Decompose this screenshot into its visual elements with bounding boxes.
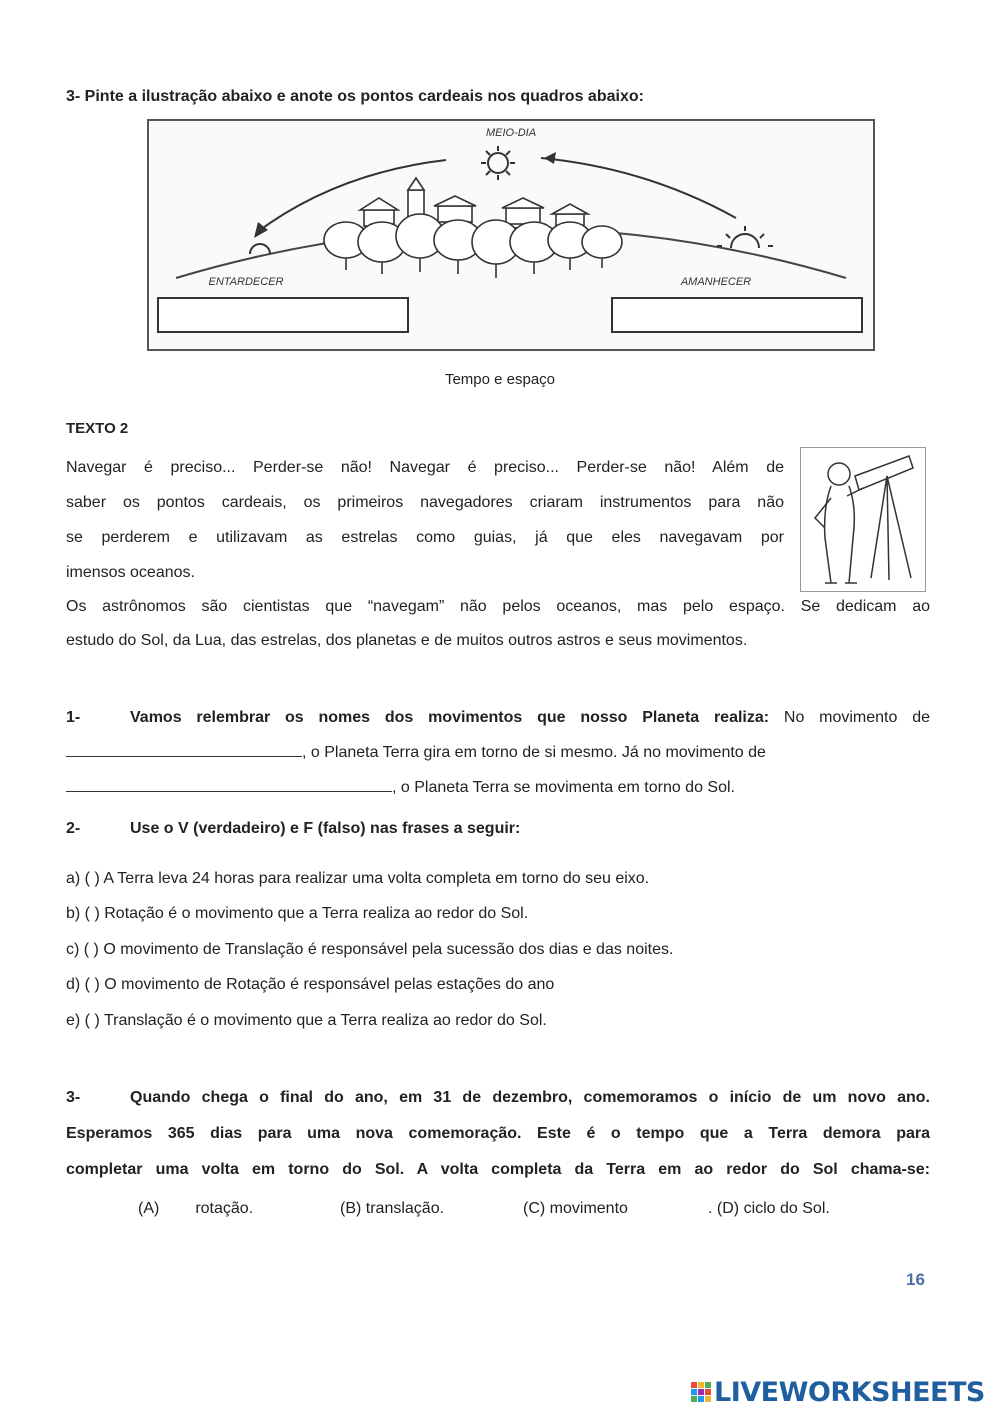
tf-item-d[interactable] xyxy=(66,976,554,994)
tf-item-text: Translação é o movimento que a Terra realiza ao redor do Sol. xyxy=(103,1012,547,1029)
answer-box-left[interactable] xyxy=(158,298,408,332)
answer-box-right[interactable] xyxy=(612,298,862,332)
paragraph-2-line: estudo do Sol, da Lua, das estrelas, dos planetas e de muitos outros astros e seus movimentos. xyxy=(66,632,748,649)
question-1-prompt: Vamos relembrar os nomes dos movimentos que nosso Planeta realiza: xyxy=(130,709,770,726)
option-a[interactable] xyxy=(138,1200,253,1218)
tf-item-letter: d) ( ) xyxy=(66,976,100,993)
liveworksheets-brand xyxy=(690,1377,985,1407)
question-2-number: 2- xyxy=(66,820,81,837)
option-letter: (A) xyxy=(138,1200,160,1217)
paragraph-2-line: Os astrônomos são cientistas que “navegam” não pelos oceanos, mas pelo espaço. Se dedicam ao xyxy=(66,598,930,615)
question-1-text-c: , o Planeta Terra se movimenta em torno do Sol. xyxy=(392,779,735,796)
question-1-line-3 xyxy=(66,770,930,805)
option-c[interactable] xyxy=(523,1200,628,1218)
answer-blank-1[interactable] xyxy=(66,742,302,757)
answer-blank-2[interactable] xyxy=(66,777,392,792)
question-2-title: Use o V (verdadeiro) e F (falso) nas frases a seguir: xyxy=(130,820,521,837)
paragraph-1 xyxy=(66,450,784,590)
tf-item-text: Rotação é o movimento que a Terra realiza ao redor do Sol. xyxy=(104,905,529,922)
tf-item-letter: a) ( ) xyxy=(66,870,100,887)
option-letter: (C) xyxy=(523,1200,546,1217)
sun-path-illustration xyxy=(146,118,876,352)
question-3-line: Quando chega o final do ano, em 31 de dezembro, comemoramos o início de um novo ano. xyxy=(130,1089,930,1106)
paragraph-2 xyxy=(66,590,930,658)
label-amanhecer: AMANHECER xyxy=(680,276,752,288)
page-number: 16 xyxy=(906,1270,925,1289)
question-1-line-1 xyxy=(66,700,930,735)
question-3-line: completar uma volta em torno do Sol. A volta completa da Terra em ao redor do Sol chama-se: xyxy=(66,1161,930,1178)
tf-item-c[interactable] xyxy=(66,941,673,959)
option-b[interactable] xyxy=(340,1200,444,1218)
question-3-line: Esperamos 365 dias para uma nova comemoração. Este é o tempo que a Terra demora para xyxy=(66,1125,930,1142)
question-1-text-b: , o Planeta Terra gira em torno de si mesmo. Já no movimento de xyxy=(302,744,766,761)
option-text: rotação. xyxy=(195,1200,254,1217)
astronomer-illustration xyxy=(800,447,926,592)
brand-text: LIVEWORKSHEETS xyxy=(714,1376,985,1408)
question-1 xyxy=(66,700,930,805)
paragraph-1-line: saber os pontos cardeais, os primeiros navegadores criaram instrumentos para não xyxy=(66,494,784,511)
section-3-title: 3- Pinte a ilustração abaixo e anote os pontos cardeais nos quadros abaixo: xyxy=(66,88,644,105)
texto-2-label: TEXTO 2 xyxy=(66,420,129,437)
paragraph-1-line: imensos oceanos. xyxy=(66,564,195,581)
paragraph-1-line: se perderem e utilizavam as estrelas como guias, já que eles navegavam por xyxy=(66,529,784,546)
option-text: ciclo do Sol. xyxy=(743,1200,830,1217)
option-letter: (B) xyxy=(340,1200,362,1217)
question-1-line-2 xyxy=(66,735,930,770)
tf-item-text: A Terra leva 24 horas para realizar uma volta completa em torno do seu eixo. xyxy=(103,870,650,887)
question-1-number: 1- xyxy=(66,709,81,726)
tf-item-b[interactable] xyxy=(66,905,528,923)
paragraph-1-line: Navegar é preciso... Perder-se não! Navegar é preciso... Perder-se não! Além de xyxy=(66,459,784,476)
option-letter: . (D) xyxy=(708,1200,740,1217)
tf-item-text: O movimento de Rotação é responsável pelas estações do ano xyxy=(104,976,555,993)
figure-caption: Tempo e espaço xyxy=(444,371,556,388)
question-3 xyxy=(66,1080,930,1188)
question-3-number: 3- xyxy=(66,1089,81,1106)
option-text: movimento xyxy=(549,1200,628,1217)
question-1-text-a: No movimento de xyxy=(769,709,930,726)
tf-item-letter: e) ( ) xyxy=(66,1012,100,1029)
option-text: translação. xyxy=(365,1200,445,1217)
label-entardecer: ENTARDECER xyxy=(208,276,284,288)
label-meio-dia: MEIO-DIA xyxy=(485,127,537,139)
tf-item-e[interactable] xyxy=(66,1012,547,1030)
tf-item-letter: b) ( ) xyxy=(66,905,100,922)
tf-item-a[interactable] xyxy=(66,870,649,888)
liveworksheets-logo-icon xyxy=(690,1380,712,1404)
option-d[interactable] xyxy=(708,1200,830,1218)
tf-item-text: O movimento de Translação é responsável pela sucessão dos dias e das noites. xyxy=(103,941,674,958)
tf-item-letter: c) ( ) xyxy=(66,941,99,958)
